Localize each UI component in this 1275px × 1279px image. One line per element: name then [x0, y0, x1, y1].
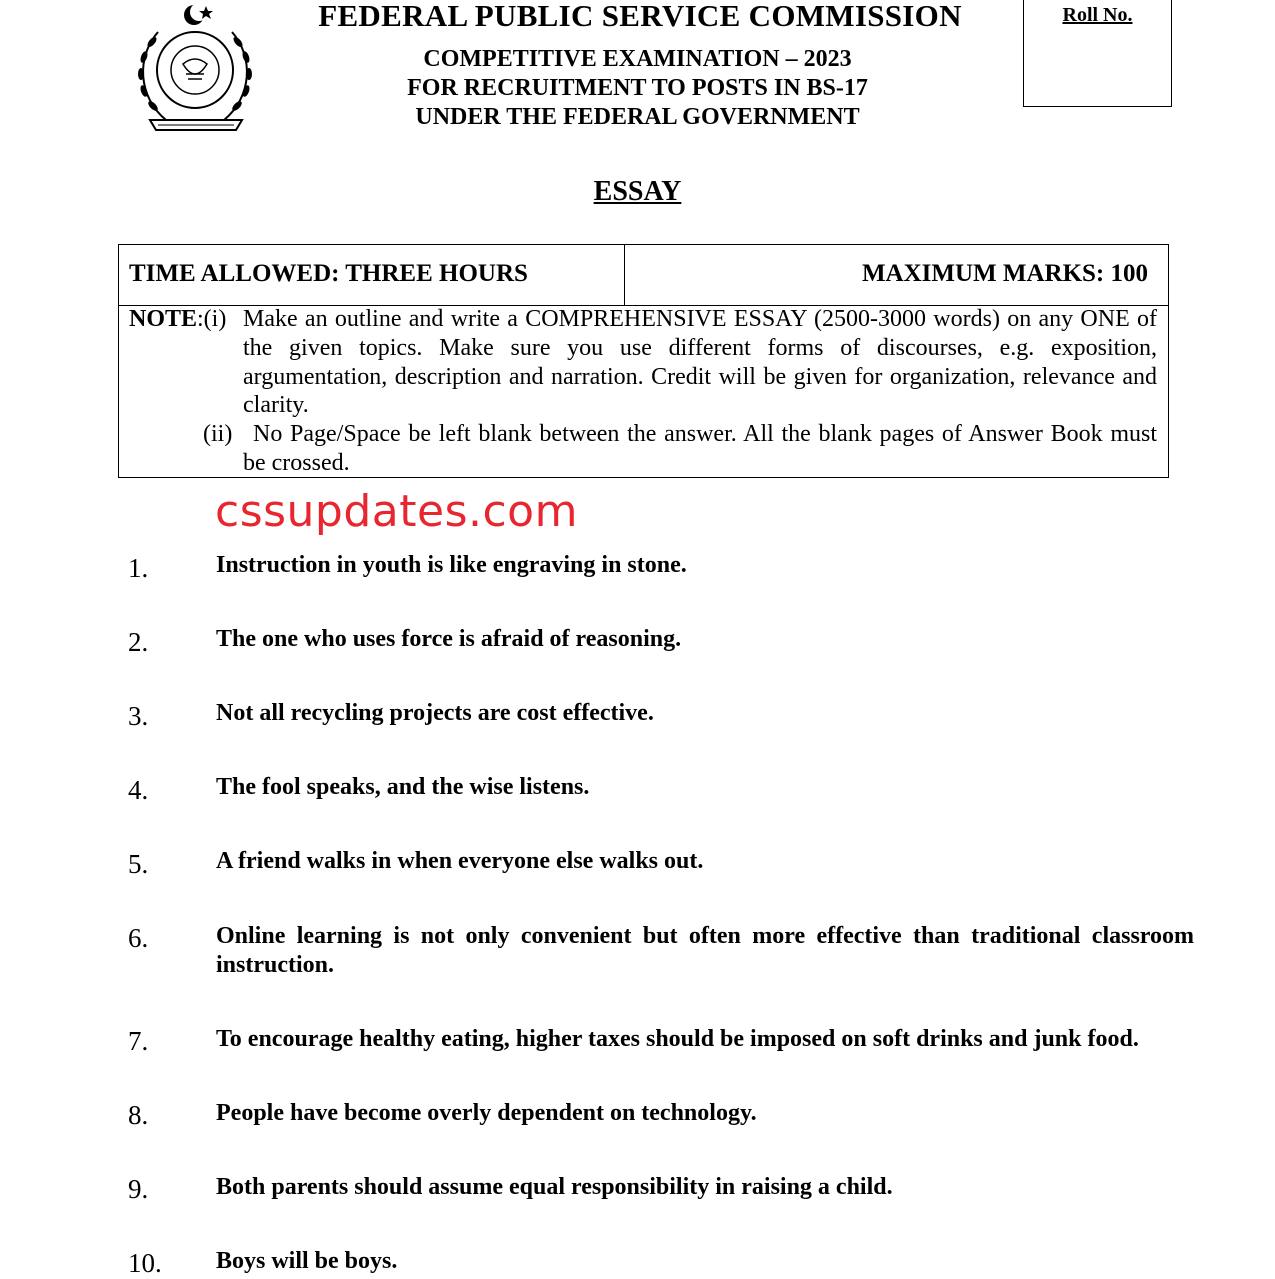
table-divider [624, 245, 625, 305]
fpsc-seal-logo [128, 2, 264, 142]
question-number: 3. [128, 701, 149, 731]
roll-number-label: Roll No. [1062, 4, 1133, 26]
question-number: 5. [128, 849, 149, 879]
watermark-text: cssupdates.com [215, 486, 578, 537]
note-label: NOTE:(i) [129, 306, 227, 332]
roll-number-box[interactable] [1023, 0, 1172, 107]
question-text: The fool speaks, and the wise listens. [216, 774, 590, 800]
question-text: People have become overly dependent on technology. [216, 1100, 757, 1126]
recruitment-line: FOR RECRUITMENT TO POSTS IN BS-17 [407, 75, 868, 101]
maximum-marks: MAXIMUM MARKS: 100 [861, 260, 1148, 287]
time-allowed: TIME ALLOWED: THREE HOURS [129, 260, 528, 287]
commission-title: FEDERAL PUBLIC SERVICE COMMISSION [318, 0, 962, 33]
note-ii-text: No Page/Space be left blank between the answer. All the blank pages of Answer Book must be crossed. [243, 421, 1157, 476]
question-number: 8. [128, 1100, 149, 1130]
question-text: Instruction in youth is like engraving in stone. [216, 552, 687, 578]
question-text: Both parents should assume equal responsibility in raising a child. [216, 1174, 893, 1200]
question-number: 10. [128, 1248, 162, 1278]
subject-title: ESSAY [593, 176, 682, 207]
question-number: 7. [128, 1026, 149, 1056]
note-ii-marker: (ii) [203, 421, 233, 447]
question-text: Online learning is not only convenient but often more effective than traditional classroom instruction. [216, 923, 1194, 978]
note-i-text: Make an outline and write a COMPREHENSIVE ESSAY (2500-3000 words) on any ONE of the given topics. Make sure you use different forms of discourses, e.g. exposition, argumentation, description and narration. Credit will be given for organization, relevance and clarity. [243, 306, 1157, 419]
question-number: 4. [128, 775, 149, 805]
time-marks-row [119, 245, 1168, 306]
question-text: A friend walks in when everyone else walks out. [216, 848, 704, 874]
question-text: Not all recycling projects are cost effective. [216, 700, 654, 726]
government-line: UNDER THE FEDERAL GOVERNMENT [415, 104, 860, 130]
exam-info-table [118, 244, 1169, 478]
question-number: 2. [128, 627, 149, 657]
question-number: 1. [128, 553, 149, 583]
question-number: 9. [128, 1174, 149, 1204]
question-number: 6. [128, 923, 149, 953]
question-text: To encourage healthy eating, higher taxes should be imposed on soft drinks and junk food. [216, 1026, 1139, 1052]
exam-title: COMPETITIVE EXAMINATION – 2023 [423, 46, 852, 72]
question-text: Boys will be boys. [216, 1248, 398, 1274]
question-text: The one who uses force is afraid of reasoning. [216, 626, 682, 652]
